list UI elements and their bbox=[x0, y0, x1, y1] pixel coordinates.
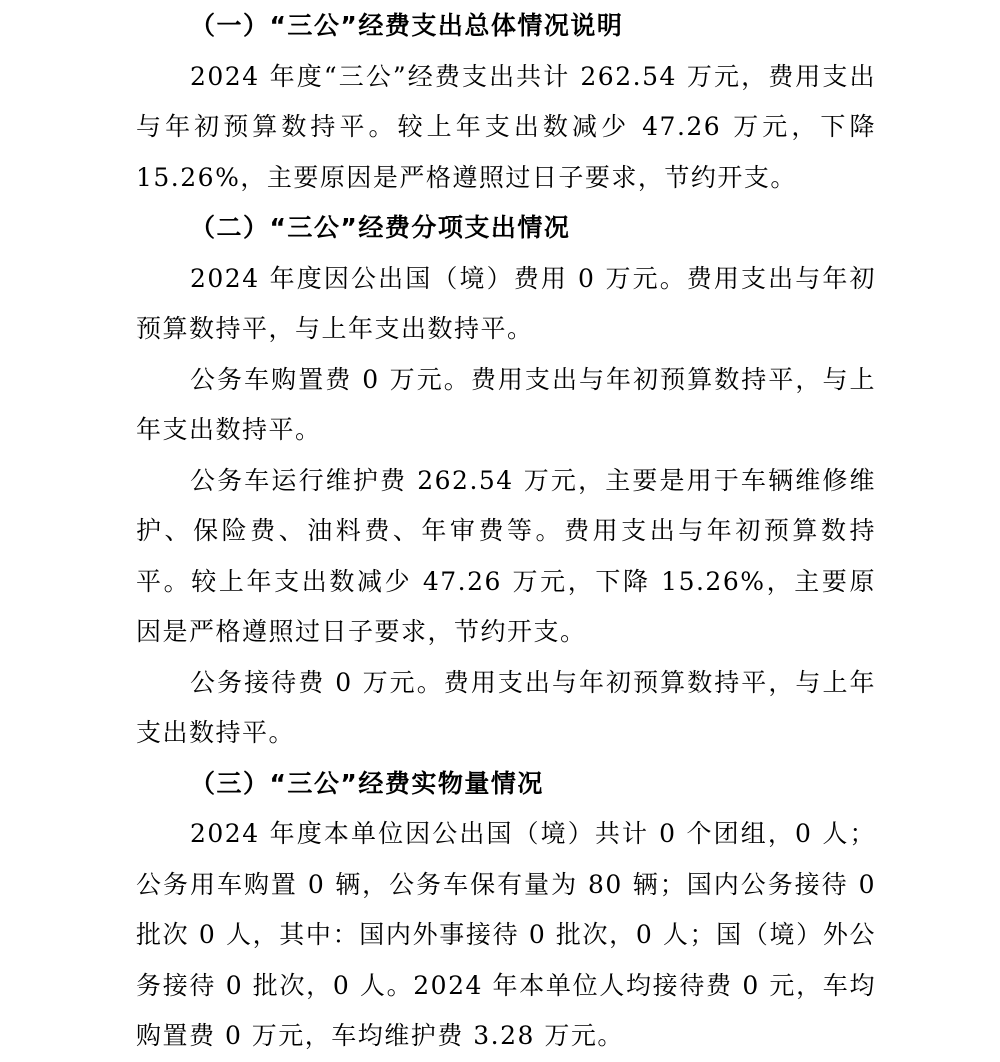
paragraph-reception: 公务接待费 0 万元。费用支出与年初预算数持平，与上年支出数持平。 bbox=[136, 667, 876, 747]
document-page bbox=[0, 1, 1000, 1057]
paragraph-physical-quantity: 2024 年度本单位因公出国（境）共计 0 个团组，0 人；公务用车购置 0 辆，公务车保有量为 80 辆；国内公务接待 0 批次 0 人，其中：国内外事接待 0 批次，0 人；国（境）外公务接待 0 批次，0 人。2024 年本单位人均接待费 0 元，车均购置费 0 万元，车均维护费 3.28 万元。 bbox=[136, 819, 876, 1050]
section-heading-overall: （一）“三公”经费支出总体情况说明 bbox=[190, 11, 624, 40]
paragraph-vehicle-purchase: 公务车购置费 0 万元。费用支出与年初预算数持平，与上年支出数持平。 bbox=[136, 364, 876, 444]
section-heading-physical-quantity: （三）“三公”经费实物量情况 bbox=[190, 768, 544, 798]
paragraph-overseas-travel: 2024 年度因公出国（境）费用 0 万元。费用支出与年初预算数持平，与上年支出数持平。 bbox=[136, 263, 876, 343]
paragraph-overall-summary: 2024 年度“三公”经费支出共计 262.54 万元，费用支出与年初预算数持平。较上年支出数减少 47.26 万元，下降 15.26%，主要原因是严格遵照过日子要求，节约开支。 bbox=[136, 61, 876, 192]
section-heading-itemized: （二）“三公”经费分项支出情况 bbox=[190, 213, 571, 242]
paragraph-vehicle-maintenance: 公务车运行维护费 262.54 万元，主要是用于车辆维修维护、保险费、油料费、年审费等。费用支出与年初预算数持平。较上年支出数减少 47.26 万元，下降 15.26%，主要原因是严格遵照过日子要求，节约开支。 bbox=[136, 465, 876, 646]
